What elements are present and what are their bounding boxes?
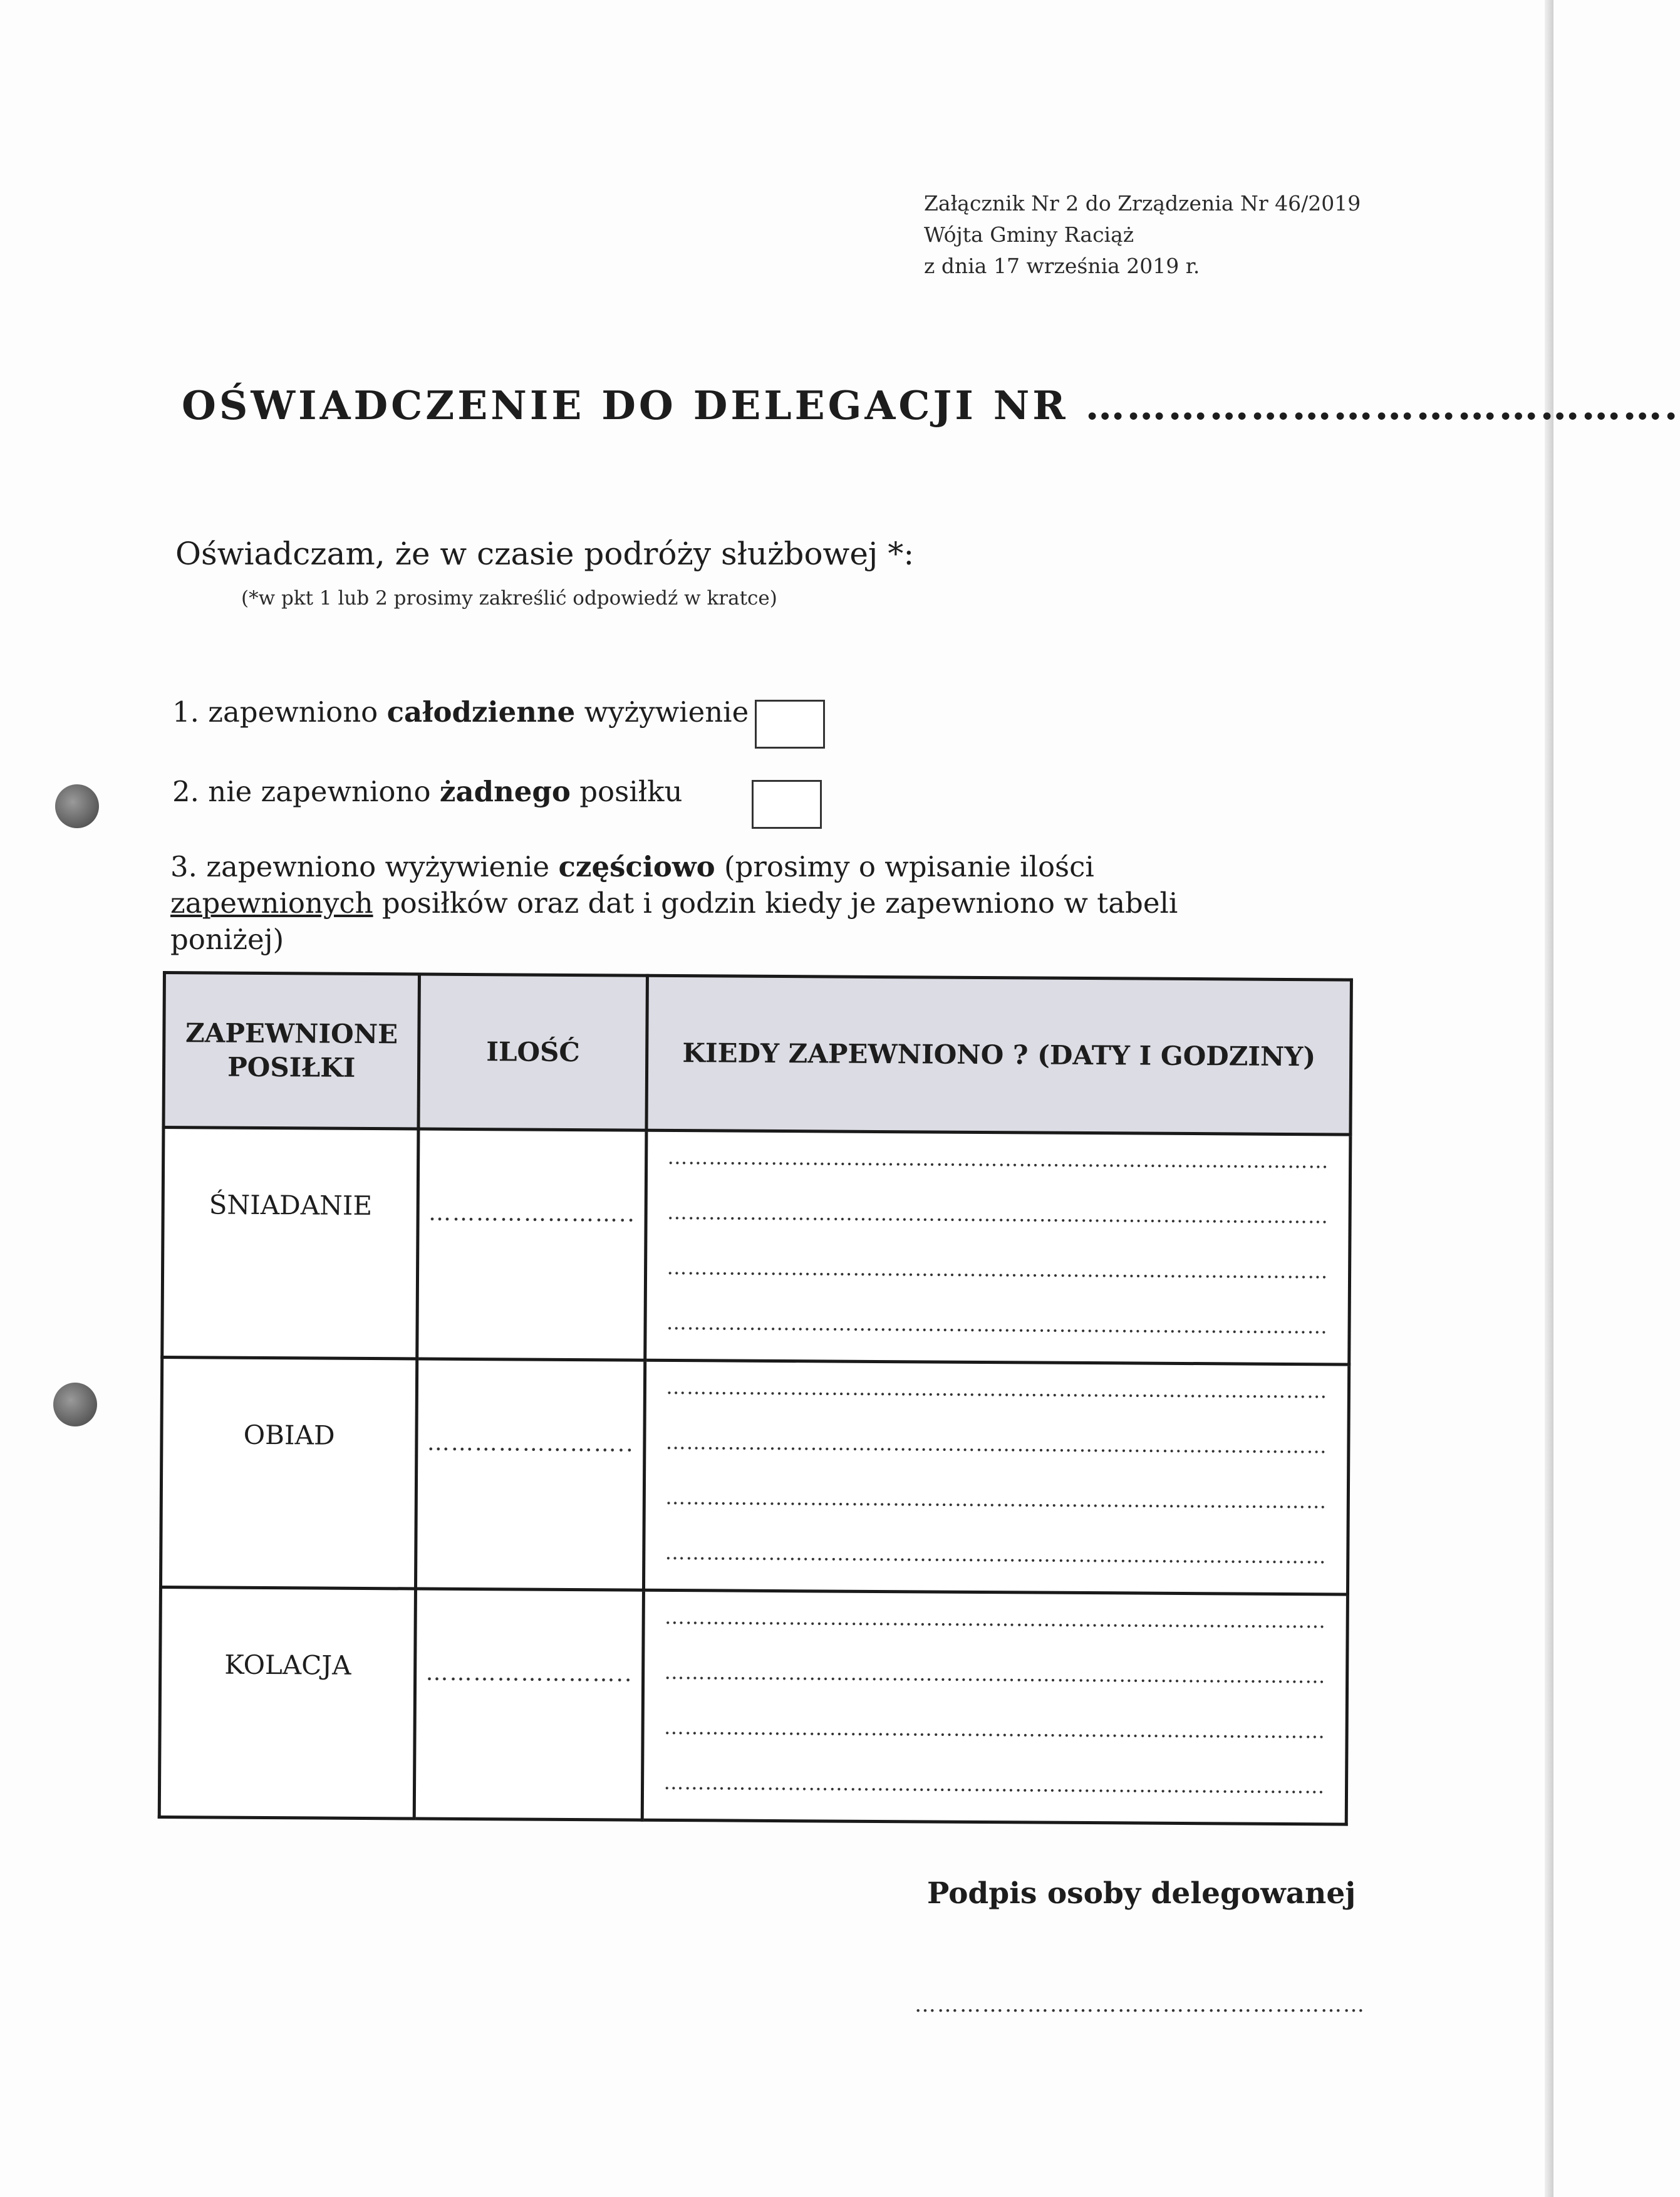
- option-2-bold: żadnego: [439, 775, 571, 808]
- option-3-underlined: zapewnionych: [170, 886, 373, 920]
- option-1-bold: całodzienne: [386, 695, 576, 729]
- meal-name-breakfast: ŚNIADANIE: [209, 1189, 373, 1222]
- punch-hole-bottom: [53, 1383, 97, 1426]
- table-row: [159, 1587, 1347, 1824]
- statement-note: (*w pkt 1 lub 2 prosimy zakreślić odpowiedź w kratce): [241, 587, 777, 610]
- when-cell: [643, 1590, 1348, 1824]
- option-2-prefix: 2. nie zapewniono: [172, 775, 440, 808]
- page-edge: [1545, 0, 1553, 2197]
- when-line-field[interactable]: ……………………………………………………………………………………: [663, 1770, 1325, 1799]
- when-line-field[interactable]: ……………………………………………………………………………………: [664, 1659, 1326, 1688]
- when-line-field[interactable]: ……………………………………………………………………………………: [665, 1430, 1327, 1458]
- annex-line-3: z dnia 17 września 2019 r.: [924, 254, 1200, 278]
- when-cell: [645, 1130, 1351, 1364]
- title-text: OŚWIADCZENIE DO DELEGACJI NR: [182, 382, 1069, 428]
- table-row: [162, 1128, 1351, 1365]
- qty-field-breakfast[interactable]: ……………………..: [428, 1200, 636, 1227]
- option-3-prefix: 3. zapewniono wyżywienie: [170, 850, 559, 883]
- meal-name-dinner: KOLACJA: [224, 1649, 351, 1681]
- when-line-field[interactable]: ……………………………………………………………………………………: [665, 1540, 1327, 1569]
- option-3: [170, 849, 1298, 958]
- table-row: [160, 1358, 1349, 1595]
- delegation-number-field[interactable]: …………………………………….: [1085, 382, 1680, 428]
- option-3-middle: (prosimy o wpisanie ilości: [715, 850, 1094, 883]
- header-when: KIEDY ZAPEWNIONO ? (DATY I GODZINY): [646, 975, 1351, 1135]
- when-line-field[interactable]: ……………………………………………………………………………………: [666, 1374, 1328, 1403]
- meals-table: [158, 971, 1353, 1826]
- annex-header: [924, 188, 1361, 282]
- meal-cell: [160, 1358, 417, 1589]
- when-cell: [644, 1360, 1349, 1594]
- annex-line-2: Wójta Gminy Raciąż: [924, 222, 1134, 247]
- option-1-prefix: 1. zapewniono: [172, 695, 387, 729]
- qty-cell: [417, 1129, 646, 1360]
- qty-cell: [416, 1359, 645, 1590]
- qty-field-dinner[interactable]: ……………………..: [425, 1659, 633, 1687]
- option-3-suffix: posiłków oraz dat i godzin kiedy je zapewniono w tabeli poniżej): [170, 886, 1178, 956]
- table-header-row: [163, 973, 1351, 1135]
- header-qty: ILOŚĆ: [418, 974, 647, 1130]
- when-line-field[interactable]: ……………………………………………………………………………………: [666, 1200, 1329, 1228]
- meal-cell: [162, 1128, 419, 1359]
- document-title: [182, 382, 1680, 428]
- header-meals: ZAPEWNIONE POSIŁKI: [163, 973, 420, 1129]
- option-2: [172, 775, 682, 808]
- meal-name-lunch: OBIAD: [243, 1419, 335, 1451]
- option-2-suffix: posiłku: [570, 775, 683, 808]
- option-1-checkbox[interactable]: [755, 700, 825, 749]
- punch-hole-top: [55, 784, 99, 828]
- when-line-field[interactable]: ……………………………………………………………………………………: [665, 1485, 1327, 1514]
- option-3-bold: częściowo: [558, 850, 715, 883]
- meal-cell: [159, 1587, 416, 1818]
- signature-field[interactable]: ……………………………………………………: [915, 1992, 1366, 2017]
- signature-label: Podpis osoby delegowanej: [927, 1876, 1356, 1911]
- qty-field-lunch[interactable]: ……………………..: [427, 1430, 635, 1457]
- when-line-field[interactable]: ……………………………………………………………………………………: [666, 1255, 1329, 1284]
- qty-cell: [415, 1589, 644, 1820]
- when-line-field[interactable]: ……………………………………………………………………………………: [664, 1604, 1327, 1633]
- option-2-checkbox[interactable]: [752, 780, 822, 829]
- annex-line-1: Załącznik Nr 2 do Zrządzenia Nr 46/2019: [924, 191, 1361, 216]
- when-line-field[interactable]: ……………………………………………………………………………………: [666, 1310, 1328, 1339]
- option-1-suffix: wyżywienie: [575, 695, 749, 729]
- statement-intro: Oświadczam, że w czasie podróży służbowej *:: [175, 536, 915, 572]
- when-line-field[interactable]: ……………………………………………………………………………………: [667, 1145, 1329, 1173]
- option-1: [172, 695, 749, 729]
- when-line-field[interactable]: ……………………………………………………………………………………: [663, 1715, 1326, 1743]
